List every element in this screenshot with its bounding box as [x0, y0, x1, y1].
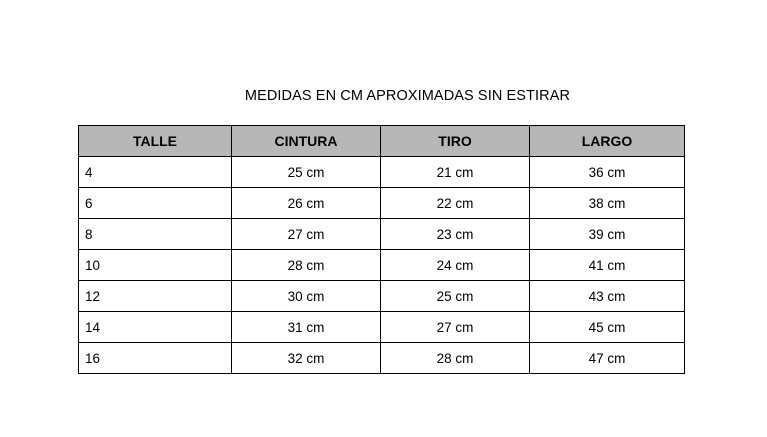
cell-cintura: 26 cm — [232, 188, 381, 219]
table-row — [79, 312, 685, 343]
table-row — [79, 250, 685, 281]
header-talle: TALLE — [79, 126, 232, 157]
cell-talle: 14 — [79, 312, 232, 343]
page-title: MEDIDAS EN CM APROXIMADAS SIN ESTIRAR — [244, 88, 571, 104]
cell-talle: 4 — [79, 157, 232, 188]
cell-talle: 10 — [79, 250, 232, 281]
cell-talle: 12 — [79, 281, 232, 312]
cell-tiro: 24 cm — [381, 250, 530, 281]
cell-tiro: 21 cm — [381, 157, 530, 188]
table-row — [79, 157, 685, 188]
cell-largo: 47 cm — [530, 343, 685, 374]
cell-cintura: 30 cm — [232, 281, 381, 312]
size-table — [78, 125, 685, 374]
table-row — [79, 281, 685, 312]
header-cintura: CINTURA — [232, 126, 381, 157]
cell-largo: 45 cm — [530, 312, 685, 343]
header-tiro: TIRO — [381, 126, 530, 157]
cell-tiro: 27 cm — [381, 312, 530, 343]
cell-talle: 16 — [79, 343, 232, 374]
cell-tiro: 22 cm — [381, 188, 530, 219]
cell-cintura: 28 cm — [232, 250, 381, 281]
cell-largo: 43 cm — [530, 281, 685, 312]
cell-largo: 38 cm — [530, 188, 685, 219]
cell-largo: 41 cm — [530, 250, 685, 281]
cell-talle: 8 — [79, 219, 232, 250]
cell-cintura: 31 cm — [232, 312, 381, 343]
cell-cintura: 32 cm — [232, 343, 381, 374]
header-largo: LARGO — [530, 126, 685, 157]
table-row — [79, 219, 685, 250]
cell-cintura: 25 cm — [232, 157, 381, 188]
cell-cintura: 27 cm — [232, 219, 381, 250]
cell-talle: 6 — [79, 188, 232, 219]
cell-tiro: 23 cm — [381, 219, 530, 250]
table-row — [79, 343, 685, 374]
cell-largo: 36 cm — [530, 157, 685, 188]
table-header-row — [79, 126, 685, 157]
cell-largo: 39 cm — [530, 219, 685, 250]
cell-tiro: 25 cm — [381, 281, 530, 312]
cell-tiro: 28 cm — [381, 343, 530, 374]
table-row — [79, 188, 685, 219]
